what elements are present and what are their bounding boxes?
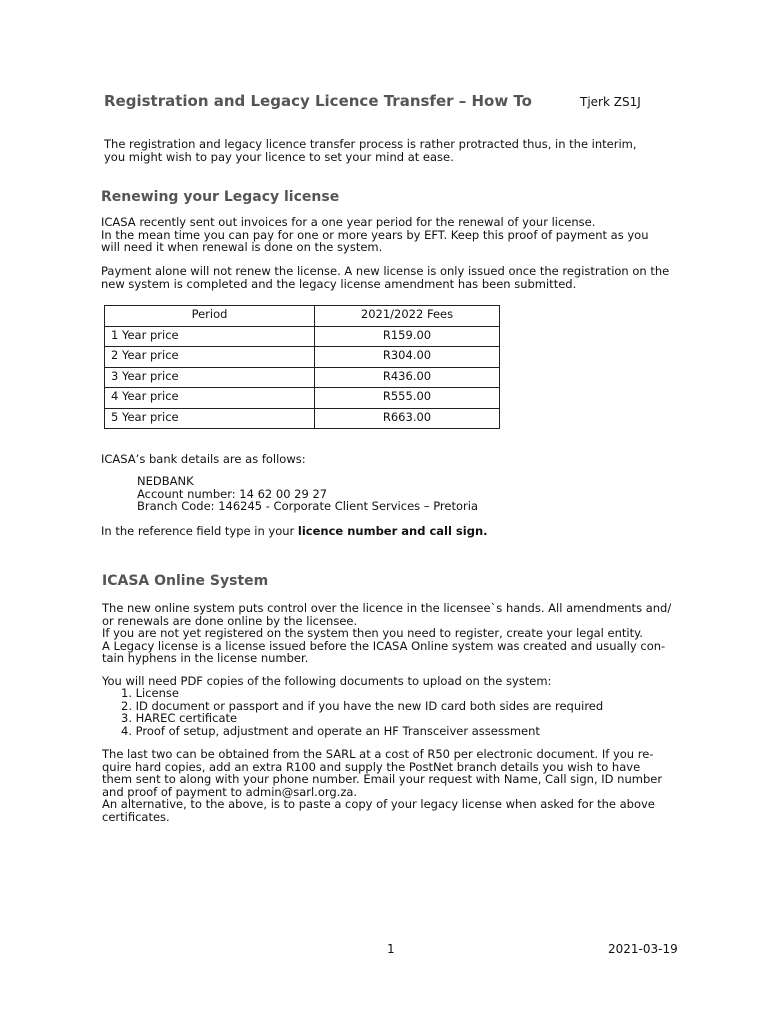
- text-line: The registration and legacy licence transfer process is rather protracted thus, in the interim,: [104, 137, 637, 151]
- text-line: you might wish to pay your licence to set your mind at ease.: [104, 149, 454, 164]
- author-callsign: Tjerk ZS1J: [580, 95, 641, 109]
- text-line: certificates.: [102, 809, 170, 824]
- online-paragraph-3: [102, 748, 662, 823]
- text-line: The new online system puts control over the licence in the licensee`s hands. All amendments and/: [102, 601, 672, 615]
- document-title: Registration and Legacy Licence Transfer – How To: [104, 92, 532, 110]
- section-heading-online: ICASA Online System: [102, 573, 269, 589]
- fees-table: [104, 305, 500, 429]
- period-cell: 2 Year price: [105, 347, 315, 368]
- fee-cell: R436.00: [315, 367, 500, 388]
- text-line: and proof of payment to admin@sarl.org.za.: [102, 784, 358, 799]
- column-header-fees: 2021/2022 Fees: [315, 306, 500, 327]
- column-header-period: Period: [105, 306, 315, 327]
- table-header-row: [105, 306, 500, 327]
- text-line: quire hard copies, add an extra R100 and supply the PostNet branch details you wish to have: [102, 759, 641, 774]
- fee-cell: R555.00: [315, 388, 500, 409]
- table-row: [105, 408, 500, 429]
- documents-intro: You will need PDF copies of the following documents to upload on the system:: [102, 674, 552, 688]
- bank-details: [137, 475, 478, 513]
- text-line: An alternative, to the above, is to paste a copy of your legacy license when asked for the above: [102, 797, 655, 811]
- bank-intro: ICASA’s bank details are as follows:: [101, 452, 306, 466]
- period-cell: 3 Year price: [105, 367, 315, 388]
- footer-date: 2021-03-19: [608, 942, 678, 956]
- text-line: or renewals are done online by the licensee.: [102, 613, 358, 628]
- intro-paragraph: [104, 138, 637, 163]
- fee-cell: R159.00: [315, 326, 500, 347]
- text-line: In the mean time you can pay for one or more years by EFT. Keep this proof of payment as you: [101, 227, 649, 242]
- branch-code: Branch Code: 146245 - Corporate Client Services – Pretoria: [137, 499, 478, 513]
- text-line: new system is completed and the legacy license amendment has been submitted.: [101, 276, 577, 291]
- section-heading-renewing: Renewing your Legacy license: [101, 189, 340, 205]
- online-paragraph-1: [102, 602, 671, 665]
- period-cell: 1 Year price: [105, 326, 315, 347]
- text-line: Payment alone will not renew the license. A new license is only issued once the registration on the: [101, 264, 670, 278]
- renewing-paragraph-1: [101, 216, 649, 254]
- list-item: 4. Proof of setup, adjustment and operate an HF Transceiver assessment: [121, 723, 540, 738]
- text-line: The last two can be obtained from the SARL at a cost of R50 per electronic document. If you re-: [102, 747, 654, 761]
- renewing-paragraph-2: [101, 265, 669, 290]
- reference-instruction: [101, 525, 488, 538]
- text-line: If you are not yet registered on the system then you need to register, create your legal entity.: [102, 626, 643, 640]
- period-cell: 4 Year price: [105, 388, 315, 409]
- page-number: 1: [387, 942, 395, 956]
- table-row: [105, 367, 500, 388]
- account-number: Account number: 14 62 00 29 27: [137, 486, 328, 501]
- reference-emphasis: licence number and call sign.: [297, 524, 488, 538]
- table-row: [105, 347, 500, 368]
- text-line: will need it when renewal is done on the system.: [101, 240, 383, 254]
- period-cell: 5 Year price: [105, 408, 315, 429]
- list-item: 2. ID document or passport and if you have the new ID card both sides are required: [121, 698, 604, 713]
- list-item: 1. License: [121, 686, 179, 700]
- reference-text: In the reference field type in your: [101, 524, 298, 538]
- text-line: tain hyphens in the license number.: [102, 651, 309, 665]
- bank-name: NEDBANK: [137, 474, 194, 488]
- table-row: [105, 388, 500, 409]
- fee-cell: R304.00: [315, 347, 500, 368]
- documents-list: [121, 687, 603, 737]
- text-line: ICASA recently sent out invoices for a one year period for the renewal of your license.: [101, 215, 596, 229]
- text-line: A Legacy license is a license issued before the ICASA Online system was created and usually con-: [102, 638, 666, 653]
- fee-cell: R663.00: [315, 408, 500, 429]
- text-line: them sent to along with your phone number. Email your request with Name, Call sign, ID number: [102, 772, 663, 786]
- table-row: [105, 326, 500, 347]
- list-item: 3. HAREC certificate: [121, 711, 238, 725]
